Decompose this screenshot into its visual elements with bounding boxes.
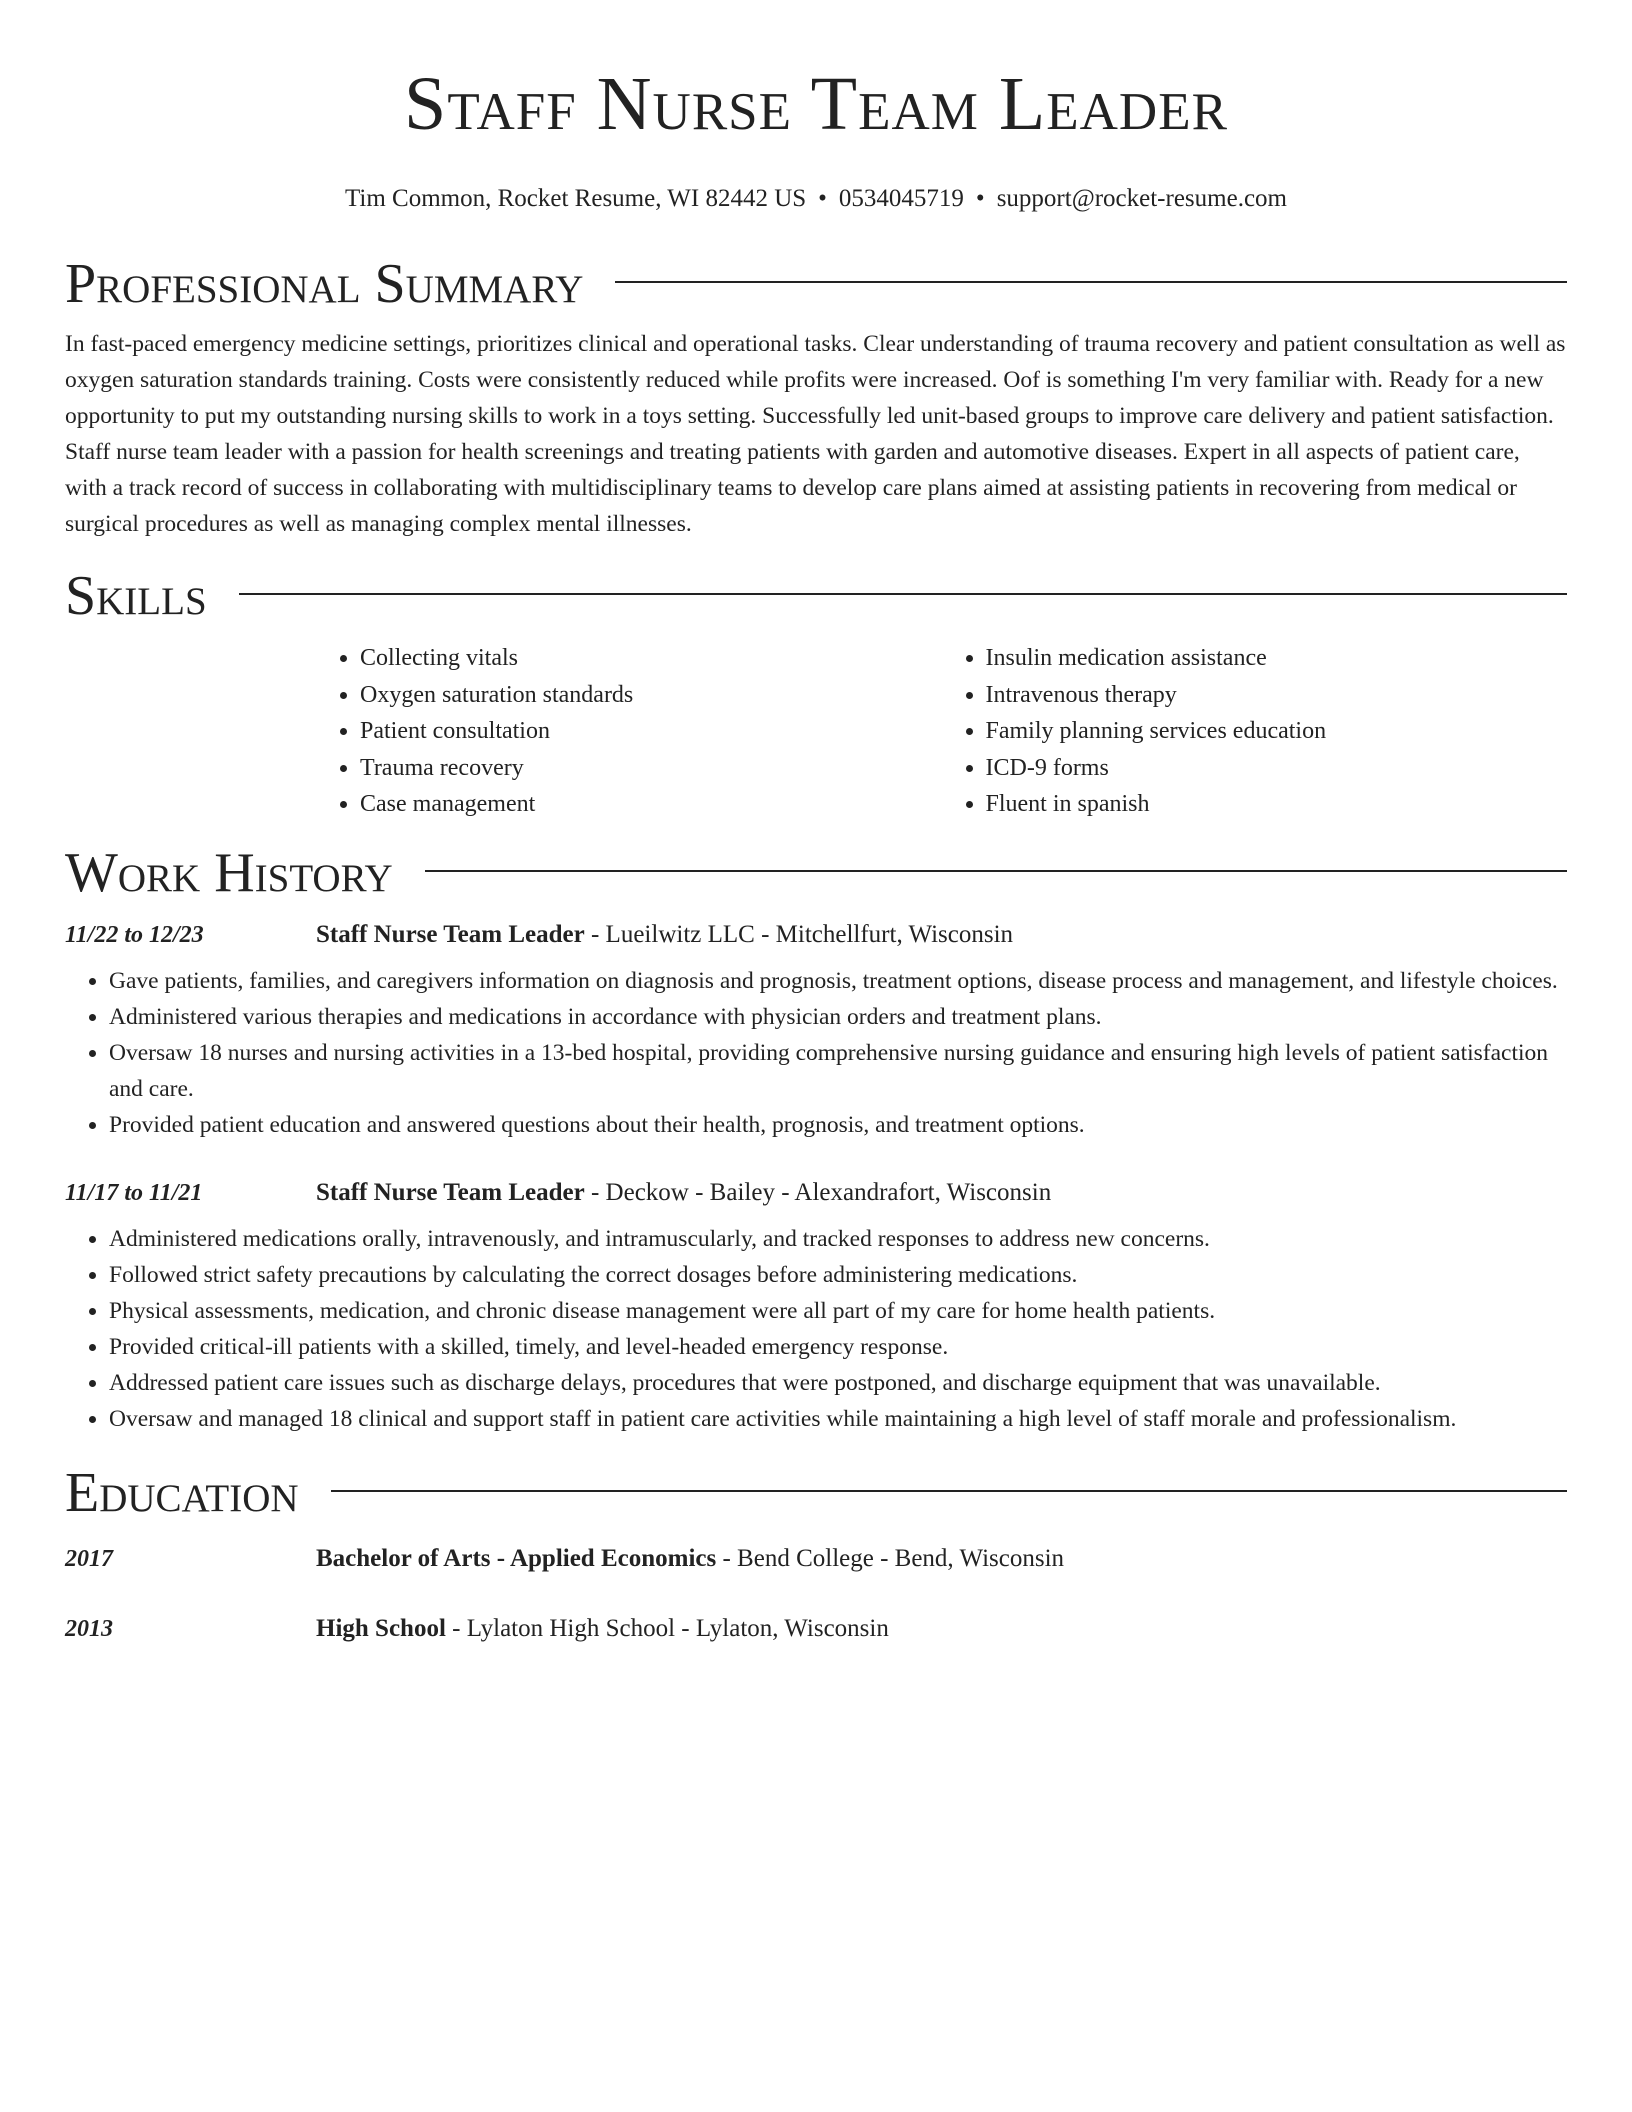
education-degree: Bachelor of Arts - Applied Economics — [316, 1544, 717, 1572]
education-school: - Bend College - Bend, Wisconsin — [716, 1544, 1065, 1572]
job-bullets-1 — [65, 963, 1567, 1143]
job-bullet: • Gave patients, families, and caregivers information on diagnosis and prognosis, treatment options, disease process and management, and lifestyle choices. — [109, 963, 1567, 999]
job-bullets-2 — [65, 1221, 1567, 1437]
skill-item: • Intravenous therapy — [986, 677, 1568, 714]
contact-separator: • — [818, 185, 827, 212]
skill-item: • Patient consultation — [360, 713, 942, 750]
contact-email: support@rocket-resume.com — [996, 185, 1287, 212]
skills-heading: Skills — [65, 565, 207, 627]
skill-item: • Insulin medication assistance — [986, 640, 1568, 677]
skill-item: • Collecting vitals — [360, 640, 942, 677]
job-employer: - Deckow - Bailey - Alexandrafort, Wisconsin — [584, 1178, 1052, 1206]
education-degree: High School — [316, 1614, 446, 1642]
job-bullet: • Addressed patient care issues such as discharge delays, procedures that were postponed, and discharge equipment that was unavailable. — [109, 1365, 1567, 1401]
contact-line — [65, 184, 1567, 214]
education-heading: Education — [65, 1461, 299, 1524]
job-heading — [316, 1179, 1051, 1207]
job-bullet: • Followed strict safety precautions by calculating the correct dosages before administering medications. — [109, 1257, 1567, 1293]
job-bullet: • Provided patient education and answered questions about their health, prognosis, and treatment options. — [109, 1107, 1567, 1143]
skills-list — [316, 640, 1567, 823]
skill-item: • Family planning services education — [986, 713, 1568, 750]
job-title: Staff Nurse Team Leader — [316, 920, 585, 948]
job-bullet: • Oversaw 18 nurses and nursing activities in a 13-bed hospital, providing comprehensive nursing guidance and ensuring high levels of patient satisfaction and care. — [109, 1035, 1567, 1107]
resume-title: Staff Nurse Team Leader — [404, 62, 1228, 146]
job-bullet: • Oversaw and managed 18 clinical and support staff in patient care activities while maintaining a high level of staff morale and professionalism. — [109, 1401, 1567, 1437]
job-title: Staff Nurse Team Leader — [316, 1178, 585, 1206]
work-section-header — [65, 843, 1567, 903]
section-divider — [425, 870, 1567, 872]
contact-separator: • — [975, 185, 985, 212]
skills-column-left — [316, 640, 942, 823]
skill-item: • Oxygen saturation standards — [360, 677, 942, 714]
education-entry-1 — [65, 1545, 1567, 1573]
skill-item: • Case management — [360, 786, 942, 823]
contact-phone: 0534045719 — [838, 185, 964, 212]
skill-item: • ICD-9 forms — [986, 750, 1568, 787]
education-school: - Lylaton High School - Lylaton, Wisconsin — [445, 1614, 889, 1642]
education-entry-2 — [65, 1615, 1567, 1643]
summary-heading: Professional Summary — [65, 253, 584, 315]
job-bullet: • Administered medications orally, intravenously, and intramuscularly, and tracked responses to address new concerns. — [109, 1221, 1567, 1257]
job-bullet: • Administered various therapies and medications in accordance with physician orders and treatment plans. — [109, 999, 1567, 1035]
job-employer: - Lueilwitz LLC - Mitchellfurt, Wisconsin — [584, 920, 1014, 948]
education-section-header — [65, 1463, 1567, 1523]
job-dates: 11/22 to 12/23 — [65, 921, 204, 948]
job-bullet: • Physical assessments, medication, and chronic disease management were all part of my care for home health patients. — [109, 1293, 1567, 1329]
education-details — [316, 1545, 1064, 1573]
education-details — [316, 1615, 889, 1643]
skill-item: • Trauma recovery — [360, 750, 942, 787]
summary-section-header — [65, 254, 1567, 314]
education-year: 2017 — [65, 1545, 113, 1572]
job-bullet: • Provided critical-ill patients with a skilled, timely, and level-headed emergency response. — [109, 1329, 1567, 1365]
skills-column-right — [942, 640, 1568, 823]
section-divider — [239, 593, 1567, 595]
work-heading: Work History — [65, 841, 393, 904]
skills-section-header — [65, 566, 1567, 626]
job-heading — [316, 921, 1013, 949]
skill-item: • Fluent in spanish — [986, 786, 1568, 823]
education-year: 2013 — [65, 1615, 113, 1642]
job-entry-1 — [65, 921, 1567, 949]
section-divider — [331, 1490, 1567, 1492]
summary-text: In fast-paced emergency medicine settings, prioritizes clinical and operational tasks. Clear understanding of trauma recovery and patient consultation as well as oxygen saturation standards training. Costs were consistently reduced while profits were increased. Oof is something I'm very familiar with. Ready for a new opportunity to put my outstanding nursing skills to work in a toys setting. Successfully led unit-based groups to improve care delivery and patient satisfaction. Staff nurse team leader with a passion for health screenings and treating patients with garden and automotive diseases. Expert in all aspects of patient care, with a track record of success in collaborating with multidisciplinary teams to develop care plans aimed at assisting patients in recovering from medical or surgical procedures as well as managing complex mental illnesses. — [65, 331, 1566, 537]
job-entry-2 — [65, 1179, 1567, 1207]
contact-address: Tim Common, Rocket Resume, WI 82442 US — [345, 185, 807, 212]
job-dates: 11/17 to 11/21 — [65, 1179, 203, 1206]
section-divider — [615, 281, 1567, 283]
